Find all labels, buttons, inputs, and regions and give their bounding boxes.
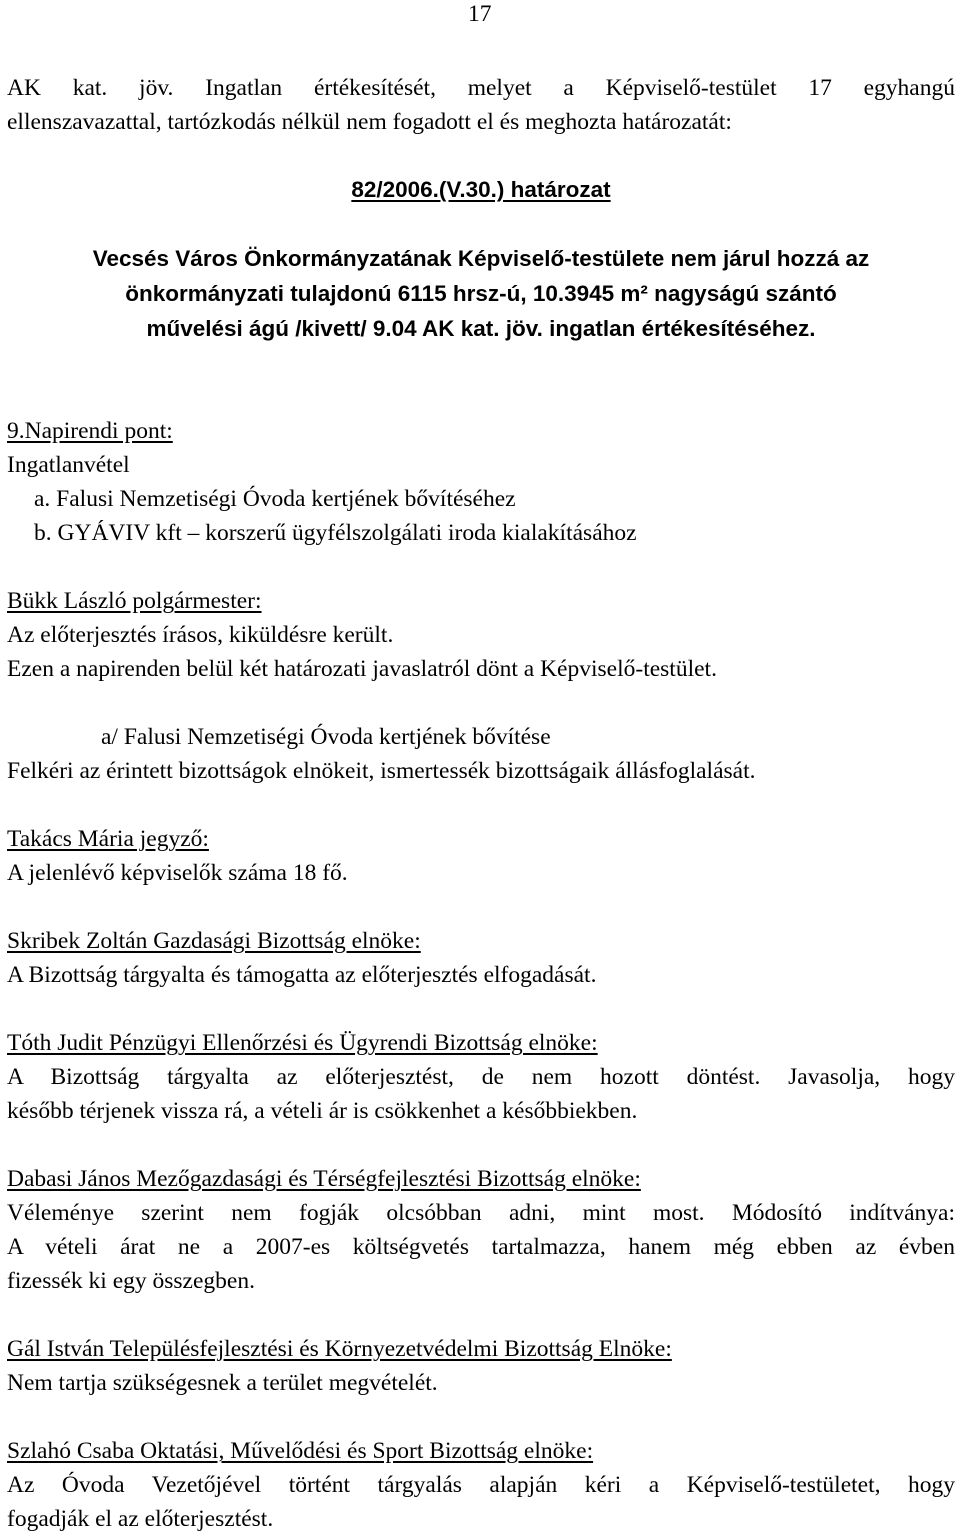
agenda-item-b: b. GYÁVIV kft – korszerű ügyfélszolgálati iroda kialakításához (34, 520, 637, 546)
statement-line: fogadják el az előterjesztést. (7, 1506, 274, 1532)
statement-line: Nem tartja szükségesnek a terület megvételét. (7, 1370, 438, 1396)
statement-name: Tóth Judit Pénzügyi Ellenőrzési és Ügyrendi Bizottság elnöke: (7, 1030, 598, 1056)
resolution-number: 82/2006.(V.30.) határozat (351, 177, 611, 202)
statement-line: A Bizottság tárgyalta és támogatta az előterjesztés elfogadását. (7, 962, 597, 988)
statement-line: Az Óvoda Vezetőjével történt tárgyalás alapján kéri a Képviselő-testületet, hogy (7, 1472, 955, 1498)
statement-name: Skribek Zoltán Gazdasági Bizottság elnöke: (7, 928, 421, 954)
statement-name: Szlahó Csaba Oktatási, Művelődési és Sport Bizottság elnöke: (7, 1438, 594, 1464)
statement-line: fizessék ki egy összegben. (7, 1268, 255, 1294)
agenda-heading: 9.Napirendi pont: (7, 418, 173, 444)
statement-line: A vételi árat ne a 2007-es költségvetés tartalmazza, hanem még ebben az évben (7, 1234, 955, 1260)
statement-line: A Bizottság tárgyalta az előterjesztést, de nem hozott döntést. Javasolja, hogy (7, 1064, 955, 1090)
agenda-item-a: a. Falusi Nemzetiségi Óvoda kertjének bővítéséhez (34, 486, 516, 512)
subsection-heading: a/ Falusi Nemzetiségi Óvoda kertjének bővítése (101, 724, 551, 750)
resolution-line-3: művelési ágú /kivett/ 9.04 AK kat. jöv. ingatlan értékesítéséhez. (146, 316, 816, 341)
intro-line-1: AK kat. jöv. Ingatlan értékesítését, melyet a Képviselő-testület 17 egyhangú (7, 75, 955, 101)
resolution-line-1: Vecsés Város Önkormányzatának Képviselő-testülete nem járul hozzá az (92, 246, 870, 271)
statement-line: A jelenlévő képviselők száma 18 fő. (7, 860, 348, 886)
intro-line-2: ellenszavazattal, tartózkodás nélkül nem fogadott el és meghozta határozatát: (7, 109, 732, 135)
statement-name: Dabasi János Mezőgazdasági és Térségfejlesztési Bizottság elnöke: (7, 1166, 641, 1192)
resolution-line-2: önkormányzati tulajdonú 6115 hrsz-ú, 10.3945 m² nagyságú szántó (125, 281, 837, 306)
speaker-line: Ezen a napirenden belül két határozati javaslatról dönt a Képviselő-testület. (7, 656, 717, 682)
statement-line: Véleménye szerint nem fogják olcsóbban adni, mint most. Módosító indítványa: (7, 1200, 955, 1226)
statement-name: Takács Mária jegyző: (7, 826, 209, 852)
page-number: 17 (468, 1, 492, 27)
speaker-name-mayor: Bükk László polgármester: (7, 588, 262, 614)
subsection-line: Felkéri az érintett bizottságok elnökeit, ismertessék bizottságaik állásfoglalását. (7, 758, 756, 784)
statement-name: Gál István Településfejlesztési és Környezetvédelmi Bizottság Elnöke: (7, 1336, 672, 1362)
statement-line: később térjenek vissza rá, a vételi ár is csökkenhet a későbbiekben. (7, 1098, 638, 1124)
speaker-line: Az előterjesztés írásos, kiküldésre került. (7, 622, 394, 648)
agenda-subject: Ingatlanvétel (7, 452, 130, 478)
